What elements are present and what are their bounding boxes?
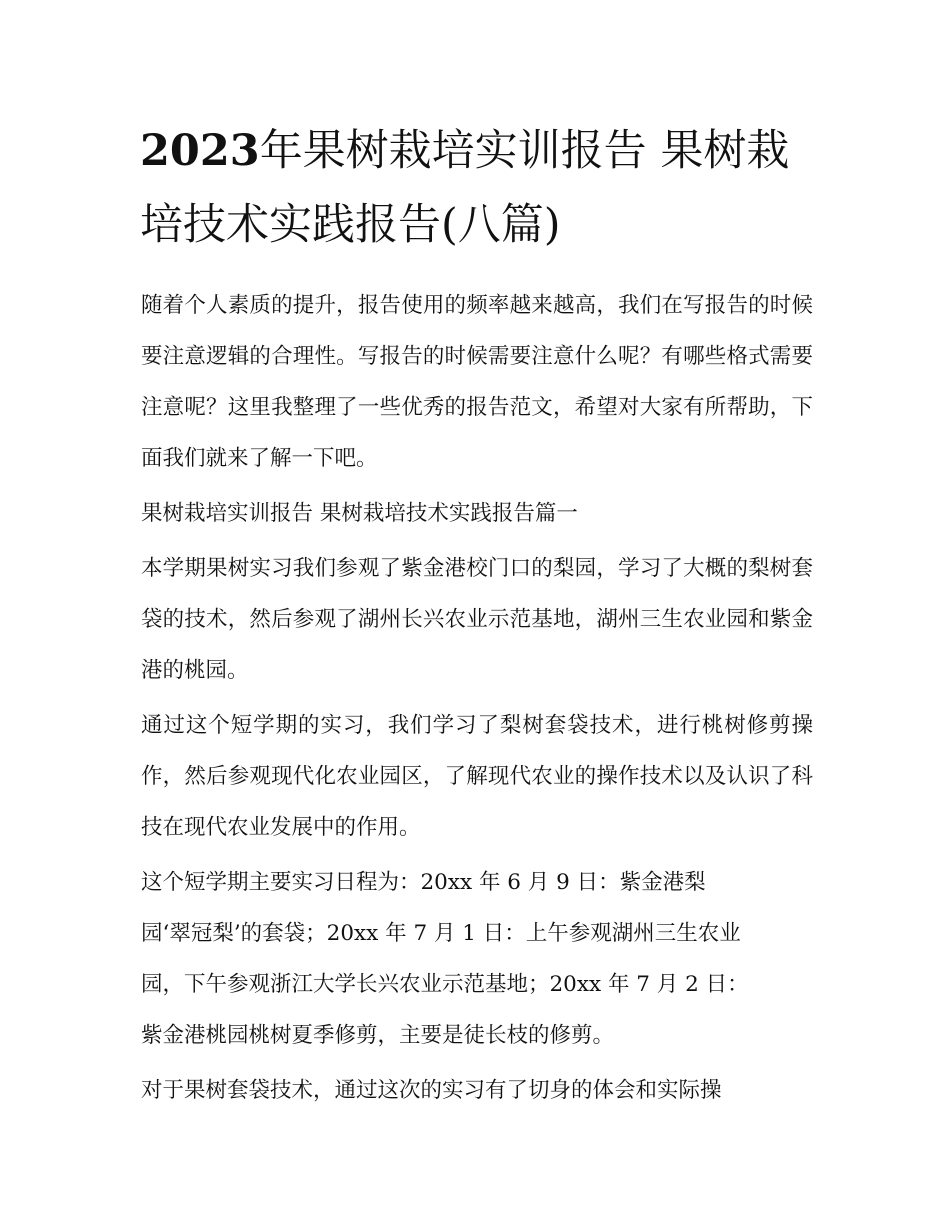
schedule-line: 园，下午参观浙江大学长兴农业示范基地；20xx 年 7 月 2 日： <box>141 972 749 997</box>
schedule-paragraph <box>141 857 813 1061</box>
schedule-line: 这个短学期主要实习日程为：20xx 年 6 月 9 日：紫金港梨 <box>141 870 706 895</box>
intro-paragraph: 随着个人素质的提升，报告使用的频率越来越高，我们在写报告的时候要注意逻辑的合理性。写报告的时候需要注意什么呢？有哪些格式需要注意呢？这里我整理了一些优秀的报告范文，希望对大家有所帮助，下面我们就来了解一下吧。 <box>141 293 813 471</box>
body-paragraph: 本学期果树实习我们参观了紫金港校门口的梨园，学习了大概的梨树套袋的技术，然后参观了湖州长兴农业示范基地，湖州三生农业园和紫金港的桃园。 <box>141 556 813 683</box>
document-title <box>140 114 820 262</box>
title-text: 年果树栽培实训报告 果树栽培技术实践报告(八篇) <box>140 126 790 250</box>
title-year: 2023 <box>140 126 260 176</box>
section-heading: 果树栽培实训报告 果树栽培技术实践报告篇一 <box>141 501 578 526</box>
schedule-line: 紫金港桃园桃树夏季修剪，主要是徒长枝的修剪。 <box>141 1023 615 1048</box>
schedule-line: 园‘翠冠梨’的套袋；20xx 年 7 月 1 日：上午参观湖州三生农业 <box>141 921 741 946</box>
body-paragraph-truncated: 对于果树套袋技术，通过这次的实习有了切身的体会和实际操 <box>141 1078 722 1103</box>
body-paragraph: 通过这个短学期的实习，我们学习了梨树套袋技术，进行桃树修剪操作，然后参观现代化农业园区，了解现代农业的操作技术以及认识了科技在现代农业发展中的作用。 <box>141 713 813 840</box>
document-body <box>141 280 813 1120</box>
